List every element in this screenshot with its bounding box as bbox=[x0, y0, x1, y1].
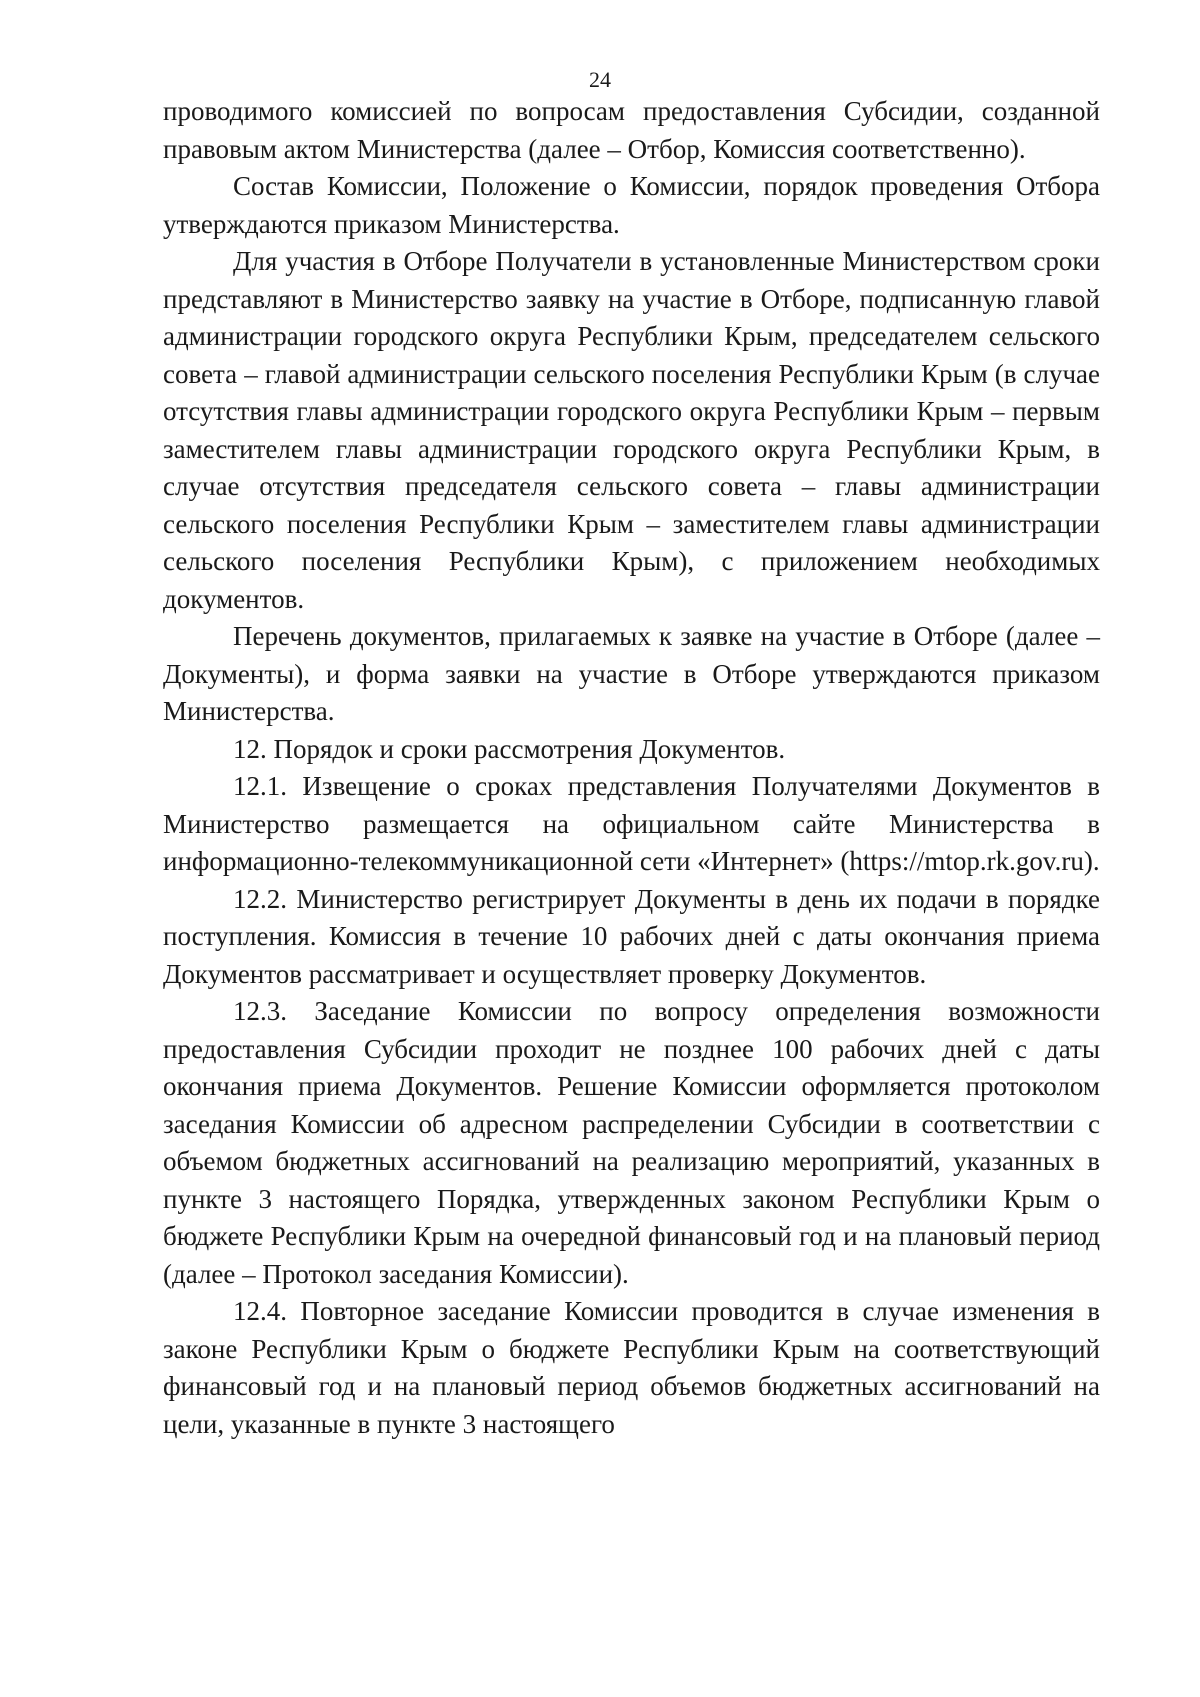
paragraph-continuation: проводимого комиссией по вопросам предоставления Субсидии, созданной правовым актом Министерства (далее – Отбор, Комиссия соответственно). bbox=[163, 96, 1100, 164]
clause-12-3: 12.3. Заседание Комиссии по вопросу определения возможности предоставления Субсидии проходит не позднее 100 рабочих дней с даты окончания приема Документов. Решение Комиссии оформляется протоколом заседания Комиссии об адресном распределении Субсидии в соответствии с объемом бюджетных ассигнований на реализацию мероприятий, указанных в пункте 3 настоящего Порядка, утвержденных законом Республики Крым о бюджете Республики Крым на очередной финансовый год и на плановый период (далее – Протокол заседания Комиссии). bbox=[163, 996, 1100, 1289]
section-heading-12: 12. Порядок и сроки рассмотрения Документов. bbox=[233, 733, 786, 764]
paragraph-documents-list: Перечень документов, прилагаемых к заявке на участие в Отборе (далее – Документы), и форма заявки на участие в Отборе утверждаются приказом Министерства. bbox=[163, 621, 1100, 726]
clause-12-1: 12.1. Извещение о сроках представления Получателями Документов в Министерство размещается на официальном сайте Министерства в информационно-телекоммуникационной сети «Интернет» (https://mtop.rk.gov.ru). bbox=[163, 771, 1100, 876]
page-number: 24 bbox=[589, 67, 611, 92]
clause-12-4: 12.4. Повторное заседание Комиссии проводится в случае изменения в законе Республики Крым о бюджете Республики Крым на соответствующий финансовый год и на плановый период объемов бюджетных ассигнований на цели, указанные в пункте 3 настоящего bbox=[163, 1296, 1100, 1439]
paragraph-application-submission: Для участия в Отборе Получатели в установленные Министерством сроки представляют в Министерство заявку на участие в Отборе, подписанную главой администрации городского округа Республики Крым, председателем сельского совета – главой администрации сельского поселения Республики Крым (в случае отсутствия главы администрации городского округа Республики Крым – первым заместителем главы администрации городского округа Республики Крым, в случае отсутствия председателя сельского совета – главы администрации сельского поселения Республики Крым – заместителем главы администрации сельского поселения Республики Крым), с приложением необходимых документов. bbox=[163, 246, 1100, 614]
paragraph-commission-composition: Состав Комиссии, Положение о Комиссии, порядок проведения Отбора утверждаются приказом Министерства. bbox=[163, 171, 1100, 239]
clause-12-2: 12.2. Министерство регистрирует Документы в день их подачи в порядке поступления. Комиссия в течение 10 рабочих дней с даты окончания приема Документов рассматривает и осуществляет проверку Документов. bbox=[163, 883, 1100, 989]
document-body bbox=[163, 93, 1100, 1443]
